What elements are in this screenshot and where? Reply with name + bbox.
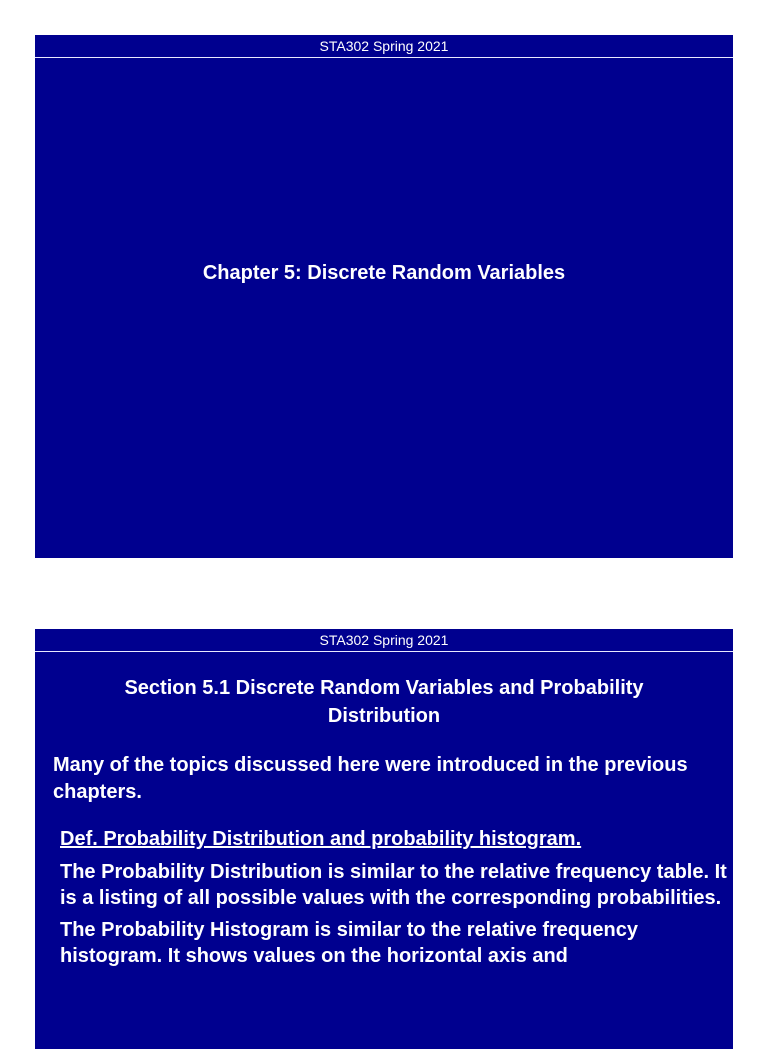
slide-header: STA302 Spring 2021: [35, 35, 733, 58]
slide-section-5-1: [35, 629, 733, 1049]
slide-header: STA302 Spring 2021: [35, 629, 733, 652]
chapter-title: Chapter 5: Discrete Random Variables: [202, 262, 566, 284]
section-title: Section 5.1 Discrete Random Variables and Probability Distribution: [124, 677, 644, 727]
definition-heading: Def. Probability Distribution and probability histogram.: [60, 828, 582, 850]
intro-text: Many of the topics discussed here were introduced in the previous chapters.: [53, 754, 688, 803]
paragraph-probability-distribution: The Probability Distribution is similar to the relative frequency table. It is a listing of all possible values with the corresponding probabilities.: [60, 861, 727, 909]
paragraph-probability-histogram: The Probability Histogram is similar to the relative frequency histogram. It shows values on the horizontal axis and: [60, 919, 638, 967]
slide-chapter-title: [35, 35, 733, 558]
